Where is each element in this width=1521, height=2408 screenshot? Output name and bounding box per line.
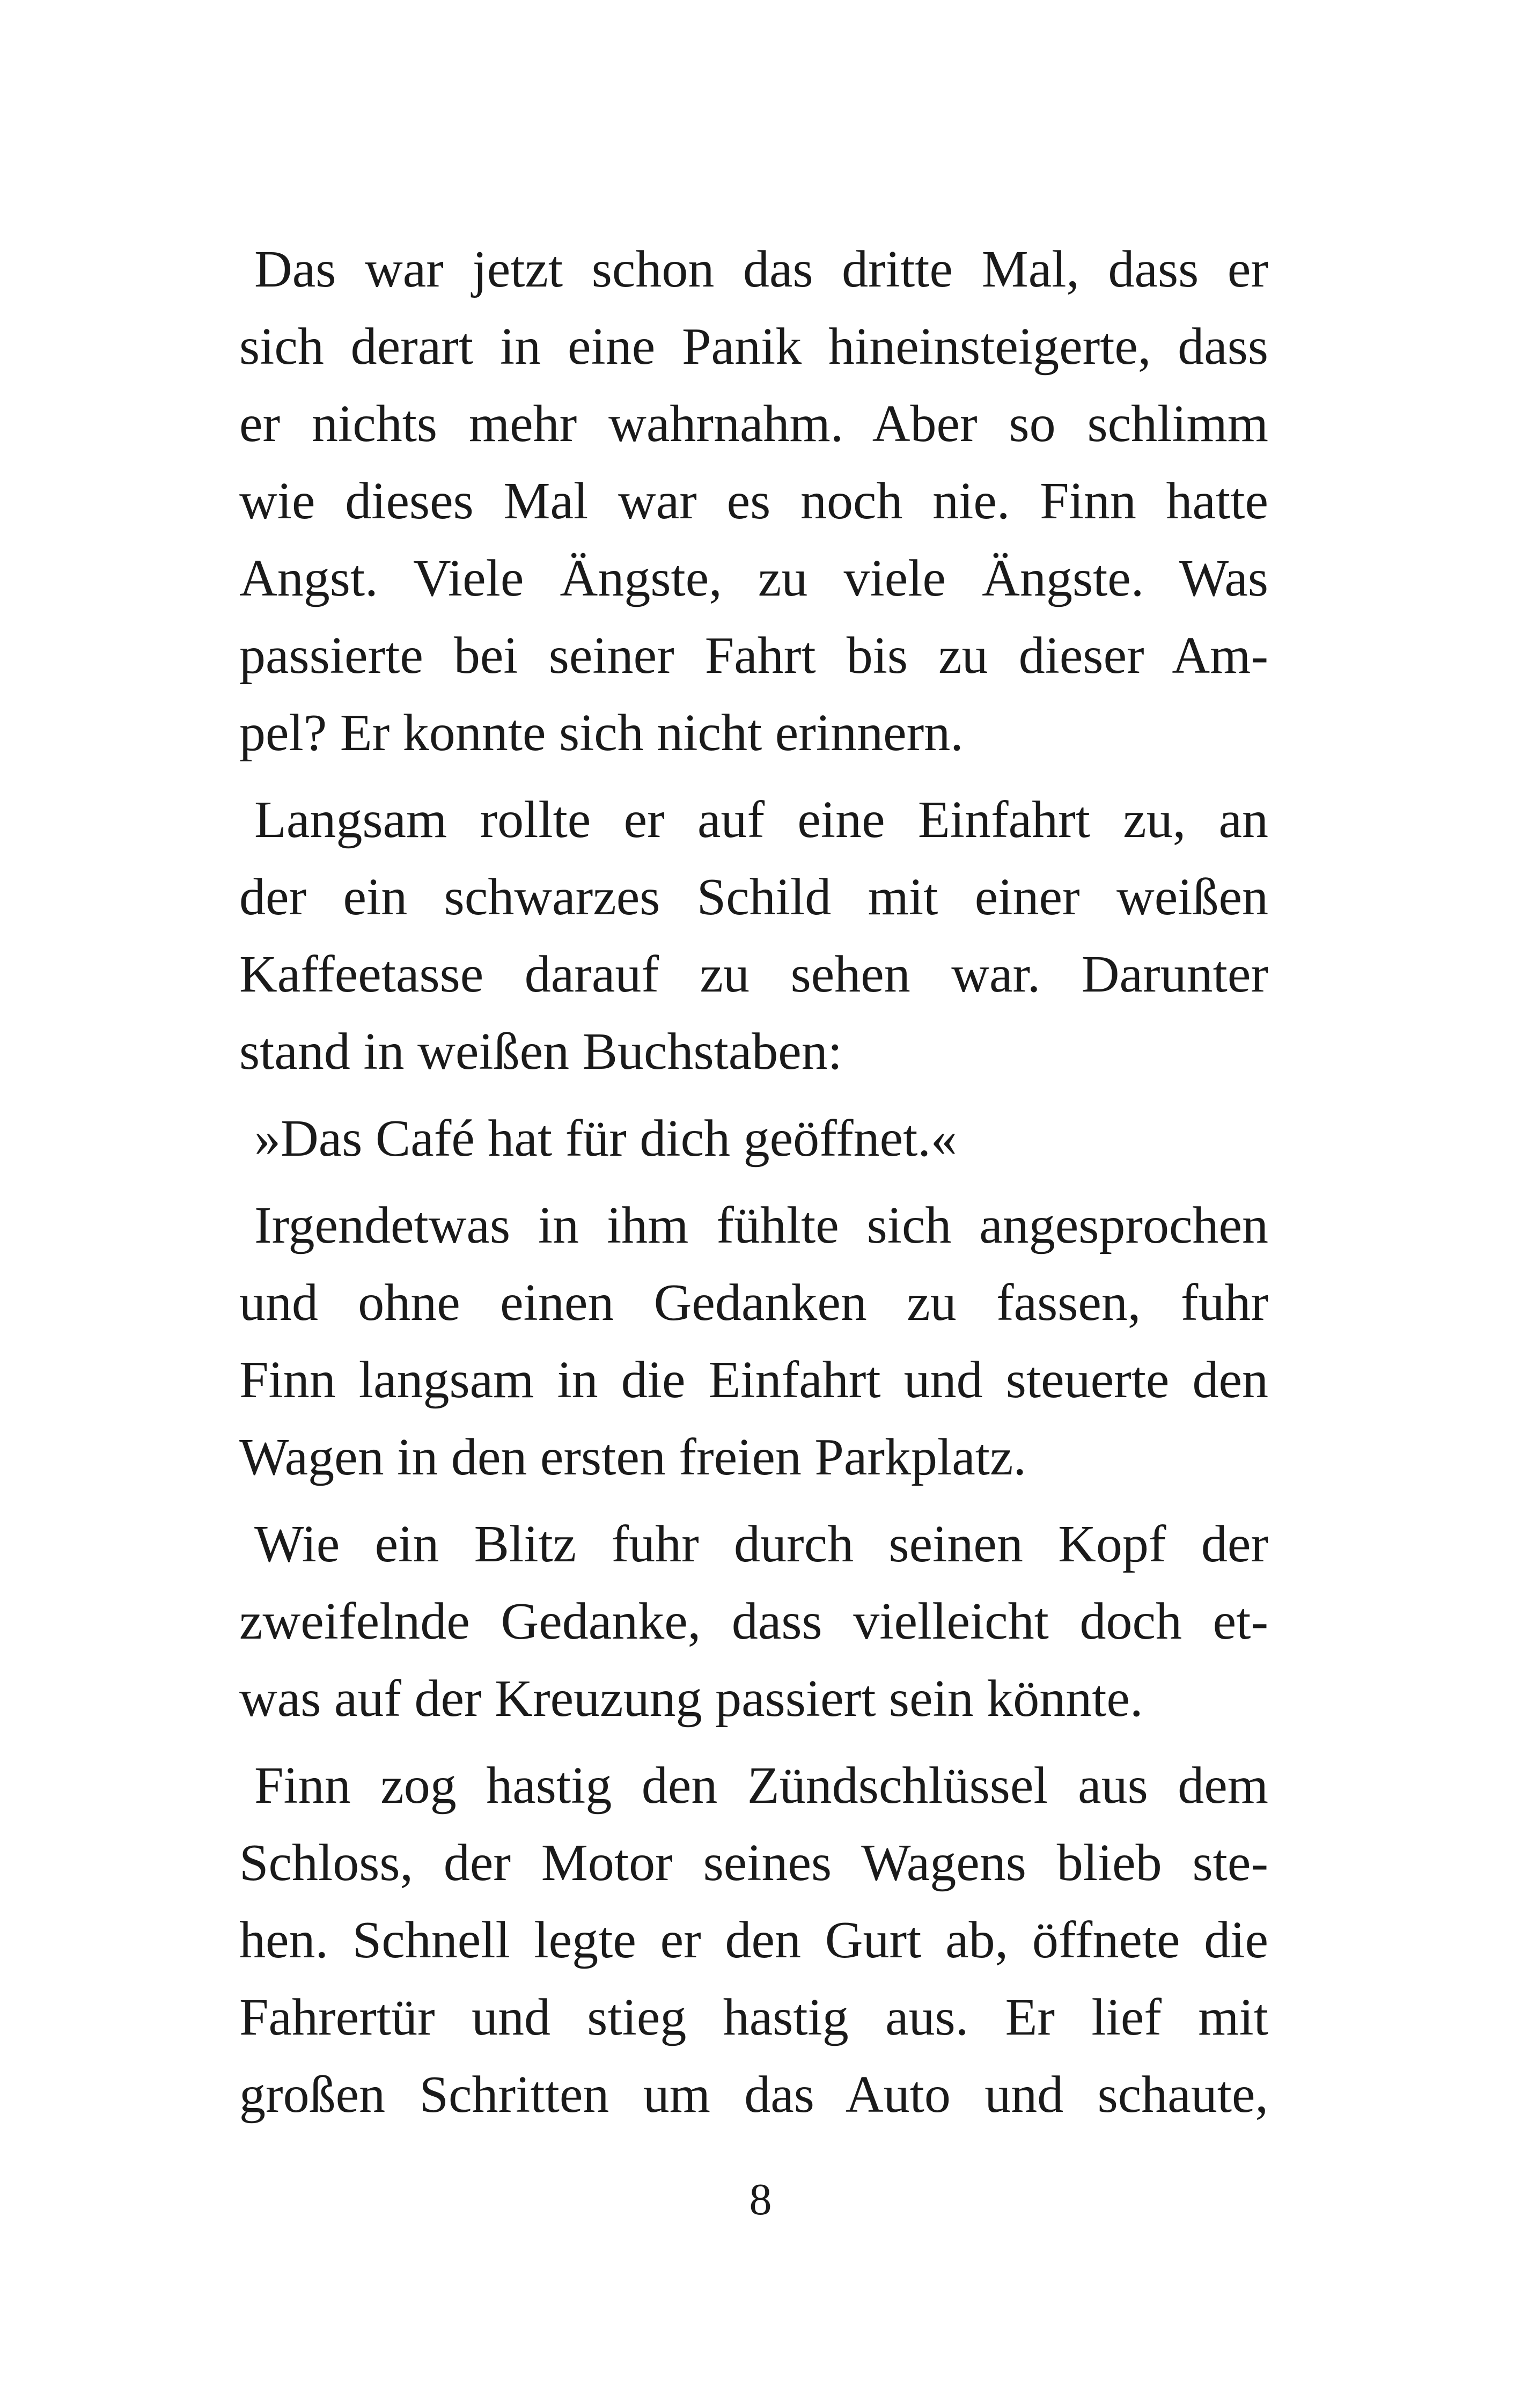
body-text (239, 231, 1268, 2143)
text-line: Irgendetwas in ihm fühlte sich angesprochen (254, 1196, 1268, 1254)
text-line: stand in weißen Buchstaben: (239, 1023, 843, 1081)
text-line: hen. Schnell legte er den Gurt ab, öffnete die (239, 1911, 1268, 1969)
paragraph (239, 1506, 1268, 1737)
text-line: großen Schritten um das Auto und schaute, (239, 2066, 1268, 2124)
text-line: Angst. Viele Ängste, zu viele Ängste. Was (239, 549, 1268, 607)
text-line: Fahrertür und stieg hastig aus. Er lief mit (239, 1988, 1268, 2046)
text-line: pel? Er konnte sich nicht erinnern. (239, 704, 964, 762)
text-line: sich derart in eine Panik hineinsteigerte, dass (239, 318, 1268, 376)
paragraph (239, 1187, 1268, 1496)
text-line: was auf der Kreuzung passiert sein könnte. (239, 1670, 1143, 1728)
text-line: Schloss, der Motor seines Wagens blieb ste- (239, 1834, 1268, 1892)
text-line: passierte bei seiner Fahrt bis zu dieser Am- (239, 627, 1268, 685)
text-line: Das war jetzt schon das dritte Mal, dass er (254, 240, 1268, 298)
paragraph (239, 1747, 1268, 2133)
text-line: er nichts mehr wahrnahm. Aber so schlimm (239, 395, 1268, 453)
text-line: der ein schwarzes Schild mit einer weißen (239, 868, 1268, 926)
text-line: wie dieses Mal war es noch nie. Finn hatte (239, 472, 1268, 530)
text-line: Finn zog hastig den Zündschlüssel aus dem (254, 1757, 1268, 1815)
paragraph-quote (239, 1100, 1268, 1177)
text-line: Langsam rollte er auf eine Einfahrt zu, an (254, 791, 1268, 849)
text-line: Kaffeetasse darauf zu sehen war. Darunter (239, 945, 1268, 1003)
page-number: 8 (749, 2175, 772, 2225)
text-line: Finn langsam in die Einfahrt und steuerte den (239, 1351, 1268, 1409)
text-line: Wagen in den ersten freien Parkplatz. (239, 1428, 1026, 1486)
paragraph (239, 231, 1268, 772)
text-line: »Das Café hat für dich geöffnet.« (254, 1110, 957, 1168)
text-line: und ohne einen Gedanken zu fassen, fuhr (239, 1274, 1268, 1332)
text-line: zweifelnde Gedanke, dass vielleicht doch et- (239, 1592, 1268, 1650)
paragraph (239, 781, 1268, 1090)
text-line: Wie ein Blitz fuhr durch seinen Kopf der (254, 1515, 1268, 1573)
